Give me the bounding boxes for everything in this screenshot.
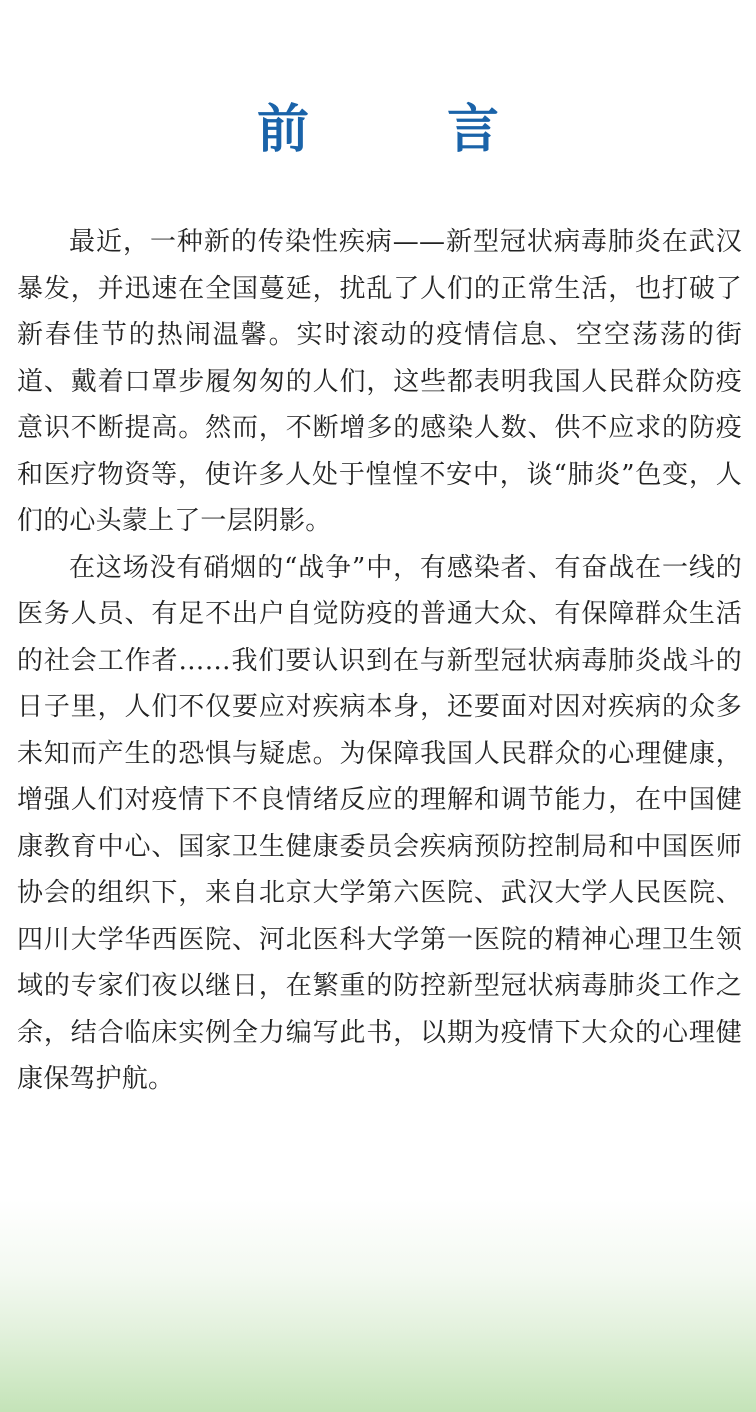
paragraph-2: 在这场没有硝烟的“战争”中，有感染者、有奋战在一线的医务人员、有足不出户自觉防疫的普通大众、有保障群众生活的社会工作者……我们要认识到在与新型冠状病毒肺炎战斗的日子里，人们不仅要应对疾病本身，还要面对因对疾病的众多未知而产生的恐惧与疑虑。为保障我国人民群众的心理健康，增强人们对疫情下不良情绪反应的理解和调节能力，在中国健康教育中心、国家卫生健康委员会疾病预防控制局和中国医师协会的组织下，来自北京大学第六医院、武汉大学人民医院、四川大学华西医院、河北医科大学第一医院的精神心理卫生领域的专家们夜以继日，在繁重的防控新型冠状病毒肺炎工作之余，结合临床实例全力编写此书，以期为疫情下大众的心理健康保驾护航。 [17,552,742,1094]
page-title: 前 言 [256,100,560,160]
preface-body [17,219,742,1103]
paragraph-1: 最近，一种新的传染性疾病——新型冠状病毒肺炎在武汉暴发，并迅速在全国蔓延，扰乱了人们的正常生活，也打破了新春佳节的热闹温馨。实时滚动的疫情信息、空空荡荡的街道、戴着口罩步履匆匆的人们，这些都表明我国人民群众防疫意识不断提高。然而，不断增多的感染人数、供不应求的防疫和医疗物资等，使许多人处于惶惶不安中，谈“肺炎”色变，人们的心头蒙上了一层阴影。 [17,227,742,536]
